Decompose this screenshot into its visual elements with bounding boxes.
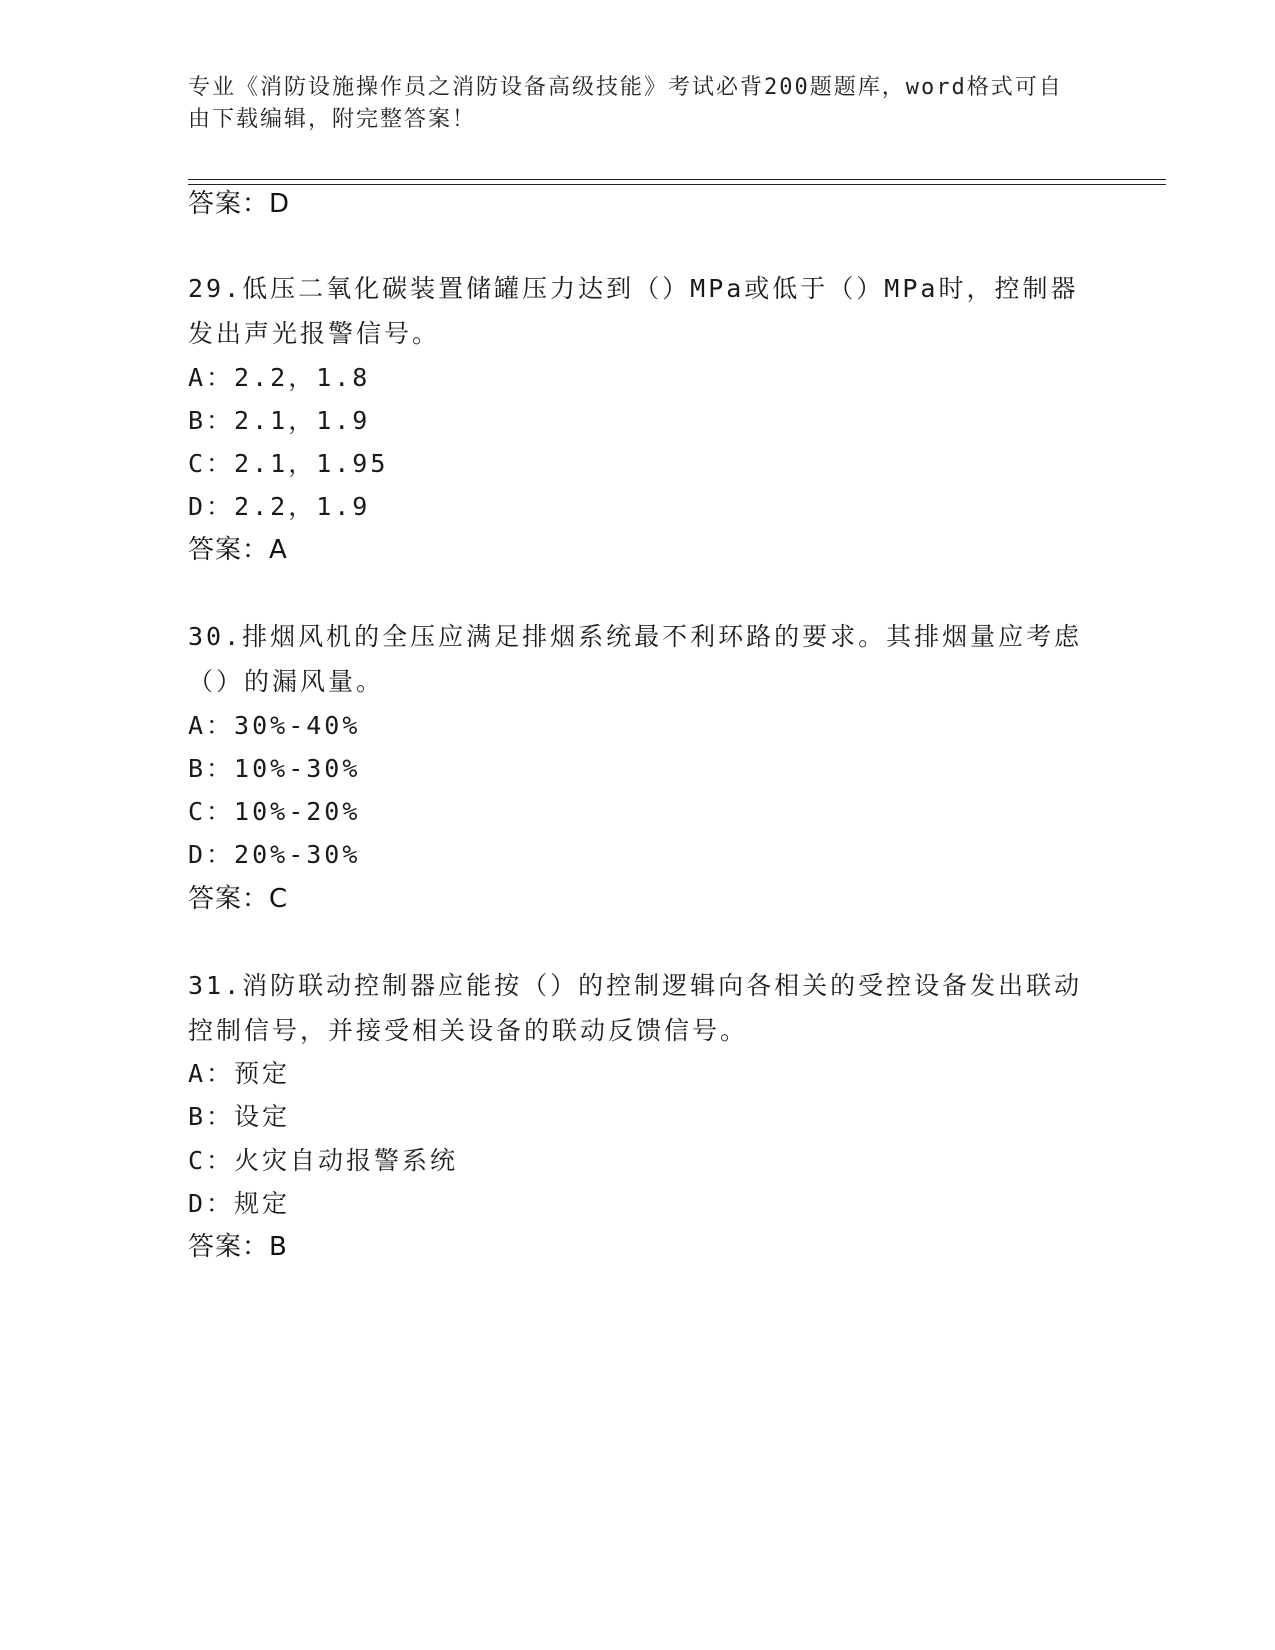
question-29-stem: 29.低压二氧化碳装置储罐压力达到（）MPa或低于（）MPa时，控制器发出声光报警信号。 — [188, 274, 1079, 348]
question-30-answer: 答案：C — [188, 884, 289, 914]
question-31-option-a: A：预定 — [188, 1059, 291, 1088]
question-31-answer: 答案：B — [188, 1232, 288, 1262]
answer-prev: 答案：D — [188, 189, 291, 219]
header-rule-top — [188, 179, 1166, 180]
question-29-option-c: C：2.1，1.95 — [188, 449, 389, 478]
page-header: 专业《消防设施操作员之消防设备高级技能》考试必背200题题库，word格式可自由下载编辑，附完整答案！ — [188, 75, 1063, 132]
question-30-stem: 30.排烟风机的全压应满足排烟系统最不利环路的要求。其排烟量应考虑（）的漏风量。 — [188, 622, 1083, 696]
question-29-option-a: A：2.2，1.8 — [188, 363, 371, 392]
question-29-option-b: B：2.1，1.9 — [188, 406, 371, 435]
question-31-stem: 31.消防联动控制器应能按（）的控制逻辑向各相关的受控设备发出联动控制信号，并接受相关设备的联动反馈信号。 — [188, 971, 1083, 1045]
question-29-option-d: D：2.2，1.9 — [188, 492, 371, 521]
question-31-option-c: C：火灾自动报警系统 — [188, 1146, 459, 1175]
question-31-option-d: D：规定 — [188, 1189, 291, 1218]
question-29-answer: 答案：A — [188, 535, 288, 565]
question-30-option-a: A：30%-40% — [188, 711, 361, 740]
question-30-option-b: B：10%-30% — [188, 754, 361, 783]
question-30-option-c: C：10%-20% — [188, 797, 361, 826]
question-31-option-b: B：设定 — [188, 1102, 291, 1131]
question-30-option-d: D：20%-30% — [188, 840, 361, 869]
header-rule-bottom — [188, 184, 1166, 185]
